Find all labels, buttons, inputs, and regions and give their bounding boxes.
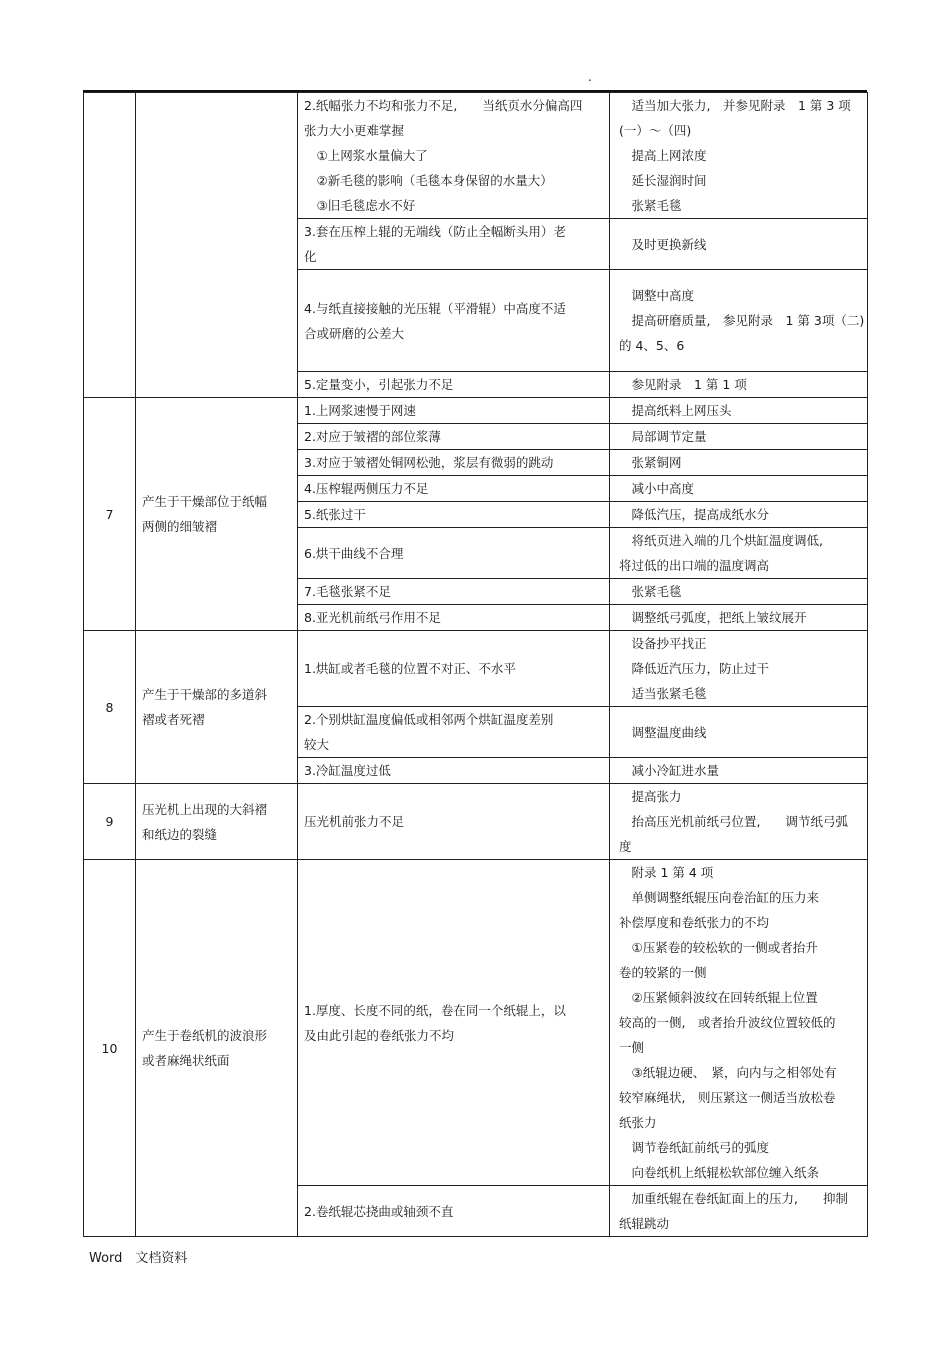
cause-line: 化 [304,249,317,264]
phenomenon-line: 压光机上出现的大斜褶 [142,801,268,817]
remedy-cell [610,93,868,219]
cause-line: 2.纸幅张力不均和张力不足, 当纸页水分偏高四 [304,98,583,113]
phenomenon-line: 和纸边的裂缝 [142,826,218,842]
cause-line: 2.卷纸辊芯挠曲或轴颈不直 [304,1203,454,1219]
cause-cell [298,398,610,424]
cause-cell [298,270,610,372]
remedy-cell [610,219,868,270]
remedy-line: 调整中高度 [619,288,695,303]
remedy-line: 补偿厚度和卷纸张力的不均 [619,915,770,930]
cause-cell [298,860,610,1186]
remedy-cell [610,502,868,528]
remedy-line: 卷的较紧的一侧 [619,965,707,980]
cause-line: 1.烘缸或者毛毯的位置不对正、不水平 [304,661,516,676]
cause-cell [298,758,610,784]
remedy-cell [610,758,868,784]
remedy-line: 降低汽压，提高成纸水分 [619,507,770,522]
remedy-line: 纸辊跳动 [619,1216,670,1231]
cause-cell [298,476,610,502]
cause-line: 3.冷缸温度过低 [304,763,391,778]
remedy-cell [610,450,868,476]
cause-line: 压光机前张力不足 [304,814,405,829]
remedy-line: 较高的一侧, 或者抬升波纹位置较低的 [619,1015,836,1030]
remedy-line: ②压紧倾斜波纹在回转纸辊上位置 [619,990,818,1005]
remedy-line: 调节卷纸缸前纸弓的弧度 [619,1140,770,1155]
cause-line: 合或研磨的公差大 [304,325,405,341]
troubleshooting-table [83,92,868,1237]
remedy-line: 单侧调整纸辊压向卷治缸的压力来 [619,890,820,905]
remedy-line: 张紧铜网 [619,455,682,470]
row-number: 10 [101,1040,118,1056]
remedy-line: 提高上网浓度 [619,148,707,163]
remedy-line: 局部调节定量 [619,429,707,444]
remedy-cell [610,398,868,424]
remedy-line: 抬高压光机前纸弓位置, 调节纸弓弧 [619,814,848,829]
cause-line: 张力大小更难掌握 [304,123,405,138]
remedy-line: 减小中高度 [619,481,695,496]
remedy-cell [610,476,868,502]
remedy-cell [610,270,868,372]
cause-cell [298,605,610,631]
remedy-line: 调整纸弓弧度，把纸上皱纹展开 [619,610,807,625]
table-row [84,784,868,860]
row-number: 7 [105,506,114,522]
remedy-line: 一侧 [619,1040,645,1055]
remedy-line: 降低近汽压力，防止过干 [619,661,770,676]
remedy-line: 适当加大张力, 并参见附录 1 第 3 项 [619,98,851,113]
cause-line: 3.套在压榨上辊的无端线（防止全幅断头用）老 [304,224,566,239]
cause-cell [298,528,610,579]
cause-line: 3.对应于皱褶处铜网松弛，浆层有微弱的跳动 [304,455,554,470]
cause-line: 4.压榨辊两侧压力不足 [304,481,429,496]
remedy-cell [610,424,868,450]
cause-cell [298,219,610,270]
remedy-line: 向卷纸机上纸辊松软部位缠入纸条 [619,1165,820,1180]
remedy-cell [610,631,868,707]
remedy-cell [610,1186,868,1237]
cause-line: 2.个别烘缸温度偏低或相邻两个烘缸温度差别 [304,712,554,727]
cause-line: 1.上网浆速慢于网速 [304,403,416,418]
phenomenon-line: 产生于卷纸机的波浪形 [142,1028,268,1043]
remedy-line: 度 [619,839,632,854]
remedy-line: (一）～（四) [619,123,692,138]
table-row [84,398,868,424]
remedy-line: 参见附录 1 第 1 项 [619,377,747,392]
cause-line: 8.亚光机前纸弓作用不足 [304,610,441,625]
cause-line: 5.定量变小，引起张力不足 [304,377,454,392]
remedy-line: 提高纸料上网压头 [619,403,732,418]
phenomenon-cell [136,631,298,784]
remedy-cell [610,579,868,605]
cause-cell [298,424,610,450]
remedy-line: 纸张力 [619,1115,657,1130]
remedy-line: 延长湿润时间 [619,173,707,188]
phenomenon-line: 褶或者死褶 [142,712,205,727]
remedy-line: ①压紧卷的较松软的一侧或者抬升 [619,940,818,955]
cause-line: ③旧毛毯虑水不好 [304,198,416,213]
remedy-cell [610,605,868,631]
row-number-cell [84,860,136,1237]
phenomenon-line: 或者麻绳状纸面 [142,1053,230,1068]
phenomenon-cell [136,93,298,398]
cause-line: 7.毛毯张紧不足 [304,584,391,599]
remedy-line: ③纸辊边硬、 紧，向内与之相邻处有 [619,1065,837,1080]
cause-cell [298,450,610,476]
remedy-cell [610,372,868,398]
cause-line: ②新毛毯的影响（毛毯本身保留的水量大） [304,173,553,188]
phenomenon-line: 两侧的细皱褶 [142,519,218,534]
row-number: 9 [105,814,114,829]
remedy-line: 将过低的出口端的温度调高 [619,558,770,573]
cause-line: 及由此引起的卷纸张力不均 [304,1027,455,1043]
header-mark: . [588,70,592,84]
cause-cell [298,93,610,219]
remedy-line: 及时更换新线 [619,236,707,252]
cause-cell [298,631,610,707]
row-number-cell [84,93,136,398]
remedy-line: 减小冷缸进水量 [619,763,720,778]
cause-cell [298,502,610,528]
footer-text: Word 文档资料 [89,1251,188,1266]
table-row [84,860,868,1186]
cause-cell [298,1186,610,1237]
cause-cell [298,707,610,758]
phenomenon-line: 产生于干燥部位于纸幅 [142,494,268,509]
phenomenon-cell [136,860,298,1237]
remedy-cell [610,707,868,758]
remedy-line: 调整温度曲线 [619,724,707,740]
table-row [84,631,868,707]
row-number: 8 [105,699,114,715]
cause-line: 6.烘干曲线不合理 [304,545,404,561]
remedy-line: 张紧毛毯 [619,584,682,599]
cause-line: 5.纸张过干 [304,507,366,522]
remedy-line: 提高研磨质量, 参见附录 1 第 3项（二) [619,313,865,328]
cause-line: 2.对应于皱褶的部位浆薄 [304,429,441,444]
cause-line: 1.厚度、长度不同的纸，卷在同一个纸辊上，以 [304,1002,566,1018]
phenomenon-cell [136,398,298,631]
cause-line: 较大 [304,737,330,752]
cause-cell [298,372,610,398]
remedy-line: 较窄麻绳状, 则压紧这一侧适当放松卷 [619,1090,836,1105]
cause-line: 4.与纸直接接触的光压辊（平滑辊）中高度不适 [304,300,566,316]
row-number-cell [84,631,136,784]
remedy-line: 提高张力 [619,789,682,804]
table-row [84,93,868,219]
remedy-line: 张紧毛毯 [619,198,682,213]
cause-cell [298,579,610,605]
remedy-cell [610,528,868,579]
remedy-line: 附录 1 第 4 项 [619,865,714,880]
table-body [84,93,868,1237]
remedy-line: 设备抄平找正 [619,636,707,651]
remedy-line: 将纸页进入端的几个烘缸温度调低, [619,533,823,548]
row-number-cell [84,784,136,860]
row-number-cell [84,398,136,631]
phenomenon-cell [136,784,298,860]
phenomenon-line: 产生于干燥部的多道斜 [142,687,268,702]
remedy-cell [610,860,868,1186]
remedy-line: 适当张紧毛毯 [619,686,707,701]
cause-cell [298,784,610,860]
cause-line: ①上网浆水量偏大了 [304,148,428,163]
remedy-line: 加重纸辊在卷纸缸面上的压力, 抑制 [619,1191,848,1206]
remedy-line: 的 4、5、6 [619,338,685,353]
remedy-cell [610,784,868,860]
